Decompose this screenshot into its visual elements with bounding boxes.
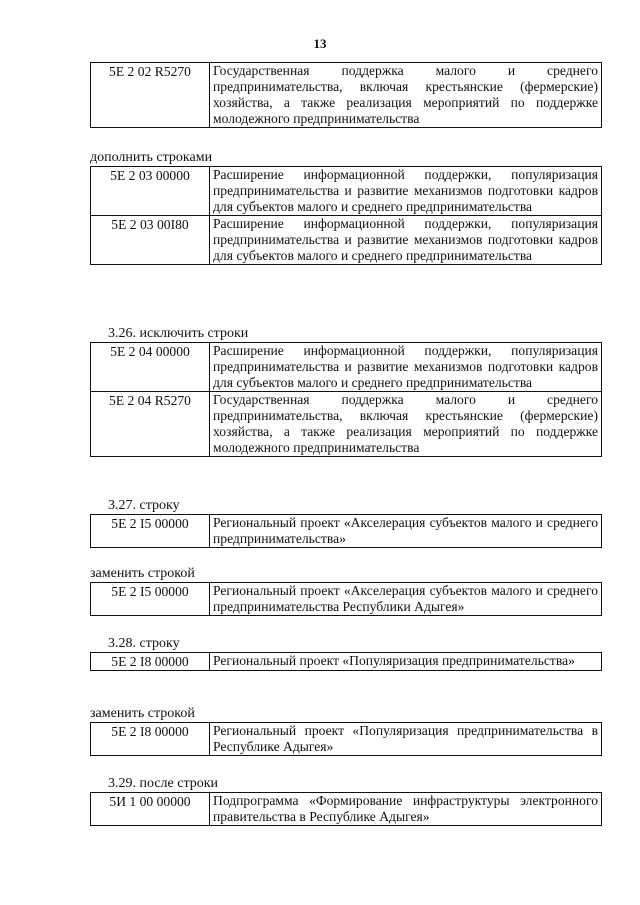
classification-table xyxy=(90,652,602,671)
budget-code: 5Е 2 I5 00000 xyxy=(91,583,210,616)
classification-table xyxy=(90,514,602,548)
budget-code: 5Е 2 04 R5270 xyxy=(91,392,210,457)
section-caption: 3.26. исключить строки xyxy=(108,326,249,341)
table-row xyxy=(91,515,602,548)
item-description: Региональный проект «Популяризация предпринимательства в Республике Адыгея» xyxy=(210,723,602,756)
item-description: Региональный проект «Популяризация предпринимательства» xyxy=(210,653,602,671)
section-caption: заменить строкой xyxy=(90,706,195,721)
section-caption: заменить строкой xyxy=(90,566,195,581)
section-block xyxy=(90,62,602,128)
section-block xyxy=(90,498,602,548)
section-block xyxy=(90,636,602,671)
budget-code: 5Е 2 I8 00000 xyxy=(91,723,210,756)
item-description: Государственная поддержка малого и среднего предпринимательства, включая крестьянские (фермерские) хозяйства, а также реализация мероприятий по поддержке молодежного предпринимательства xyxy=(210,63,602,128)
budget-code: 5Е 2 04 00000 xyxy=(91,343,210,392)
section-caption: дополнить строками xyxy=(90,150,213,165)
budget-code: 5И 1 00 00000 xyxy=(91,793,210,826)
budget-code: 5Е 2 03 00I80 xyxy=(91,216,210,265)
table-row xyxy=(91,583,602,616)
item-description: Региональный проект «Акселерация субъектов малого и среднего предпринимательства» xyxy=(210,515,602,548)
budget-code: 5Е 2 I8 00000 xyxy=(91,653,210,671)
classification-table xyxy=(90,722,602,756)
section-caption: 3.27. строку xyxy=(108,498,180,513)
section-caption: 3.28. строку xyxy=(108,636,180,651)
budget-code: 5Е 2 I5 00000 xyxy=(91,515,210,548)
section-block xyxy=(90,706,602,756)
item-description: Расширение информационной поддержки, популяризация предпринимательства и развитие механизмов подготовки кадров для субъектов малого и среднего предпринимательства xyxy=(210,216,602,265)
table-row xyxy=(91,723,602,756)
item-description: Региональный проект «Акселерация субъектов малого и среднего предпринимательства Республики Адыгея» xyxy=(210,583,602,616)
section-block xyxy=(90,566,602,616)
table-row xyxy=(91,167,602,216)
table-row xyxy=(91,63,602,128)
section-block xyxy=(90,326,602,457)
table-row xyxy=(91,216,602,265)
item-description: Расширение информационной поддержки, популяризация предпринимательства и развитие механизмов подготовки кадров для субъектов малого и среднего предпринимательства xyxy=(210,167,602,216)
page-number: 13 xyxy=(313,36,327,51)
section-block xyxy=(90,776,602,826)
section-block xyxy=(90,150,602,265)
classification-table xyxy=(90,342,602,457)
table-row xyxy=(91,392,602,457)
classification-table xyxy=(90,166,602,265)
item-description: Подпрограмма «Формирование инфраструктуры электронного правительства в Республике Адыгея» xyxy=(210,793,602,826)
item-description: Расширение информационной поддержки, популяризация предпринимательства и развитие механизмов подготовки кадров для субъектов малого и среднего предпринимательства xyxy=(210,343,602,392)
section-caption: 3.29. после строки xyxy=(108,776,219,791)
budget-code: 5Е 2 03 00000 xyxy=(91,167,210,216)
classification-table xyxy=(90,62,602,128)
budget-code: 5Е 2 02 R5270 xyxy=(91,63,210,128)
classification-table xyxy=(90,582,602,616)
classification-table xyxy=(90,792,602,826)
item-description: Государственная поддержка малого и среднего предпринимательства, включая крестьянские (фермерские) хозяйства, а также реализация мероприятий по поддержке молодежного предпринимательства xyxy=(210,392,602,457)
table-row xyxy=(91,343,602,392)
table-row xyxy=(91,653,602,671)
table-row xyxy=(91,793,602,826)
